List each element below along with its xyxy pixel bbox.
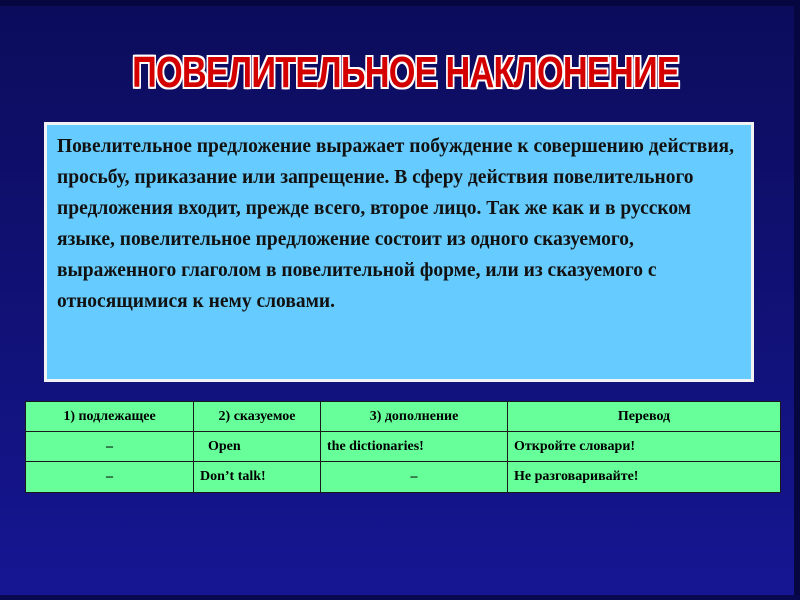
slide-title: ПОВЕЛИТЕЛЬНОЕ НАКЛОНЕНИЕ (132, 48, 679, 97)
cell-subject: – (26, 462, 194, 493)
cell-translation: Не разговаривайте! (508, 462, 781, 493)
slide-bottom-edge (0, 595, 800, 600)
description-text: Повелительное предложение выражает побуждение к совершению действия, просьбу, приказание или запрещение. В сферу действия повелительного предложения входит, прежде всего, второе лицо. Так же как и в русском языке, повелительное предложение состоит из одного сказуемого, выраженного глаголом в повелительной форме, или из сказуемого с относящимися к нему словами. (57, 136, 734, 312)
table-row (26, 462, 781, 493)
table-header-row (26, 402, 781, 432)
cell-object: – (321, 462, 508, 493)
grammar-table (25, 401, 781, 493)
header-translation: Перевод (508, 402, 781, 432)
title-container (132, 40, 679, 106)
slide-top-edge (0, 0, 800, 6)
cell-translation: Откройте словари! (508, 432, 781, 462)
slide-right-edge (794, 0, 800, 600)
header-predicate: 2) сказуемое (194, 402, 321, 432)
description-box (44, 122, 754, 382)
cell-predicate: Don’t talk! (194, 462, 321, 493)
cell-subject: – (26, 432, 194, 462)
cell-object: the dictionaries! (321, 432, 508, 462)
header-object: 3) дополнение (321, 402, 508, 432)
cell-predicate: Open (194, 432, 321, 462)
header-subject: 1) подлежащее (26, 402, 194, 432)
table-row (26, 432, 781, 462)
